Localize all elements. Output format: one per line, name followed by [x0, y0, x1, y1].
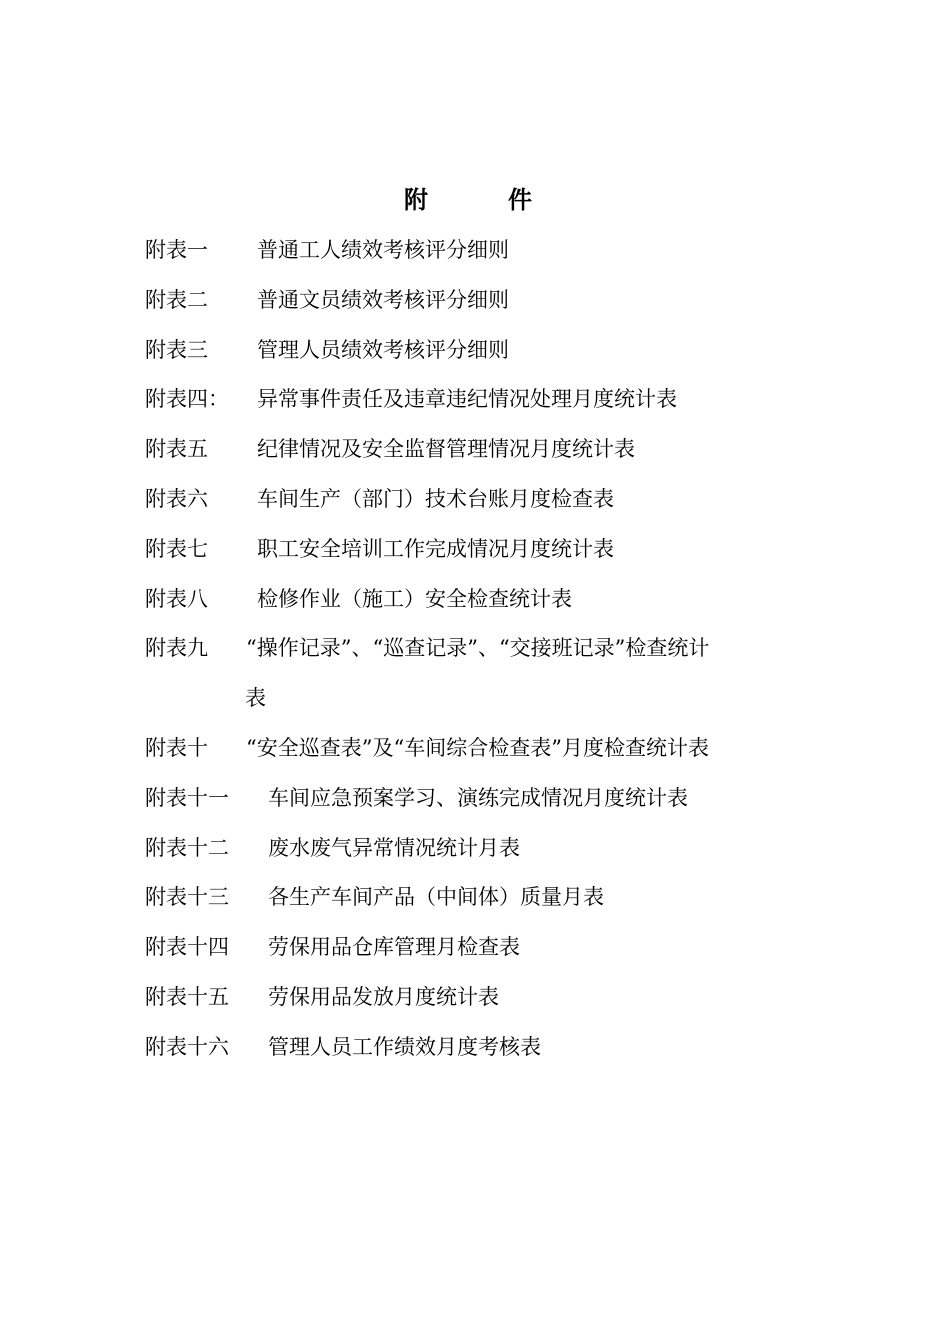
- item-label: 附表十一: [145, 785, 229, 810]
- item-label: 附表十六: [145, 1034, 229, 1059]
- item-label: 附表七: [145, 536, 208, 561]
- list-item: [145, 531, 825, 581]
- item-label: 附表十四: [145, 935, 229, 960]
- list-item: [145, 979, 825, 1029]
- item-text: 异常事件责任及违章违纪情况处理月度统计表: [257, 387, 677, 412]
- item-label: 附表十五: [145, 984, 229, 1009]
- item-text: 劳保用品发放月度统计表: [268, 984, 499, 1009]
- item-text: 纪律情况及安全监督管理情况月度统计表: [257, 437, 635, 462]
- item-label: 附表八: [145, 586, 208, 611]
- list-item: [145, 830, 825, 880]
- list-item: [145, 481, 825, 531]
- item-label: 附表十: [145, 735, 208, 760]
- list-item: [145, 929, 825, 979]
- item-text: “操作记录”、“巡查记录”、“交接班记录”检查统计: [246, 636, 710, 661]
- list-item: [145, 282, 825, 332]
- item-label: 附表四：: [145, 387, 229, 412]
- item-label: 附表六: [145, 486, 208, 511]
- page-title: 附 件: [404, 185, 560, 214]
- item-text: 普通工人绩效考核评分细则: [257, 238, 509, 262]
- item-text: 劳保用品仓库管理月检查表: [268, 935, 520, 960]
- item-label: 附表一: [145, 238, 208, 262]
- item-text: 管理人员绩效考核评分细则: [257, 337, 509, 362]
- item-text: 管理人员工作绩效月度考核表: [268, 1034, 541, 1059]
- item-label: 附表十二: [145, 835, 229, 860]
- item-label: 附表三: [145, 337, 208, 362]
- item-text: “安全巡查表”及“车间综合检查表”月度检查统计表: [246, 735, 709, 760]
- item-label: 附表五: [145, 437, 208, 462]
- list-item: [145, 431, 825, 481]
- item-text: 各生产车间产品（中间体）质量月表: [268, 885, 604, 910]
- item-text: 普通文员绩效考核评分细则: [257, 287, 509, 312]
- list-item: [145, 581, 825, 631]
- item-label: 附表九: [145, 636, 208, 661]
- item-label: 附表二: [145, 287, 208, 312]
- item-label: 附表十三: [145, 885, 229, 910]
- item-text-continuation: 表: [245, 686, 266, 711]
- item-text: 职工安全培训工作完成情况月度统计表: [257, 536, 614, 561]
- list-item: [145, 1029, 825, 1079]
- list-item: [145, 381, 825, 431]
- item-text: 废水废气异常情况统计月表: [268, 835, 520, 860]
- list-item: [145, 780, 825, 830]
- list-item: [145, 879, 825, 929]
- list-item: [145, 232, 825, 282]
- item-text: 车间生产（部门）技术台账月度检查表: [257, 486, 614, 511]
- item-text: 检修作业（施工）安全检查统计表: [257, 586, 572, 611]
- list-item: [145, 630, 825, 730]
- list-item: [145, 332, 825, 382]
- appendix-list: [145, 232, 825, 1079]
- item-text: 车间应急预案学习、演练完成情况月度统计表: [268, 785, 688, 810]
- list-item: [145, 730, 825, 780]
